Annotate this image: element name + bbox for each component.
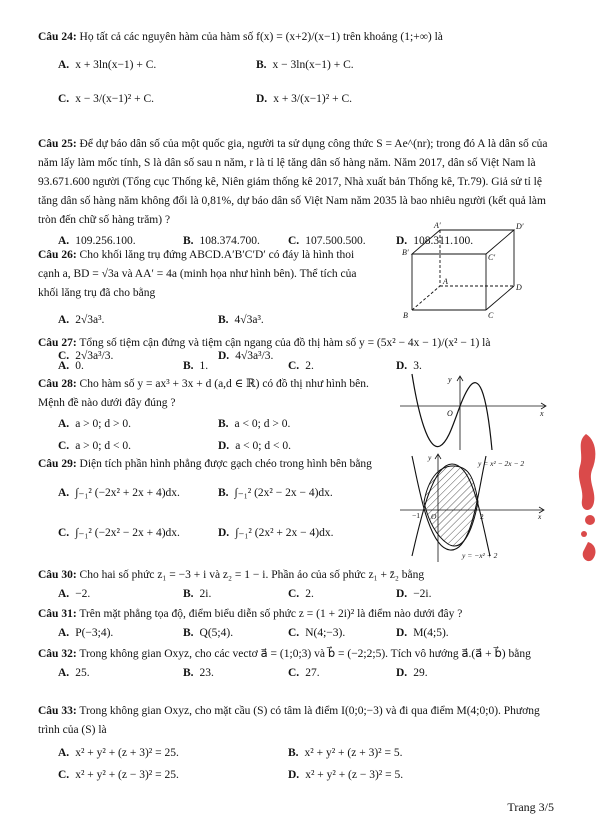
option-c[interactable]: C. 27. [288, 667, 320, 679]
vertex-label: C′ [488, 253, 496, 262]
question-text: Diện tích phần hình phẳng được gạch chéo trong hình bên bằng [79, 458, 372, 470]
question-label: Câu 29: [38, 458, 77, 470]
curve-label: y = x² − 2x − 2 [478, 459, 525, 468]
option-b[interactable]: B. a < 0; d > 0. [218, 418, 291, 430]
option-a[interactable]: A. a > 0; d > 0. [58, 418, 131, 430]
option-d[interactable]: D. ∫₋₁² (2x² + 2x − 4)dx. [218, 527, 334, 539]
option-a[interactable]: A. x + 3ln(x−1) + C. [58, 59, 157, 71]
tick-label: −1 [412, 511, 420, 520]
axis-label-y: y [428, 453, 432, 462]
options-row [38, 524, 378, 546]
question-label: Câu 25: [38, 138, 77, 150]
axis-label-x: x [540, 409, 544, 418]
option-c[interactable]: C. x − 3/(x−1)² + C. [58, 93, 154, 105]
vertex-label: D′ [516, 222, 524, 231]
option-b[interactable]: B. x² + y² + (z + 3)² = 5. [288, 747, 403, 759]
area-figure [398, 452, 548, 564]
option-c[interactable]: C. x² + y² + (z − 3)² = 25. [58, 769, 179, 781]
origin-label: O [431, 512, 437, 521]
curve-label: y = −x² + 2 [462, 551, 498, 560]
options-row [38, 56, 558, 78]
option-d[interactable]: D. 29. [396, 667, 428, 679]
question-32 [38, 645, 558, 686]
option-a[interactable]: A. 0. [58, 360, 84, 372]
option-a[interactable]: A. P(−3;4). [58, 627, 114, 639]
option-b[interactable]: B. 108.374.700. [183, 235, 260, 247]
question-29 [38, 455, 378, 546]
option-b[interactable]: B. x − 3ln(x−1) + C. [256, 59, 354, 71]
option-d[interactable]: D. a < 0; d < 0. [218, 440, 291, 452]
question-label: Câu 31: [38, 608, 77, 620]
options-row [38, 766, 558, 788]
option-c[interactable]: C. a > 0; d < 0. [58, 440, 131, 452]
vertex-label: A′ [434, 222, 441, 230]
vertex-label: B [403, 311, 408, 320]
question-text: Họ tất cả các nguyên hàm của hàm số f(x) = (x+2)/(x−1) trên khoảng (1;+∞) là [79, 31, 443, 43]
option-d[interactable]: D. x² + y² + (z − 3)² = 5. [288, 769, 404, 781]
question-24 [38, 28, 558, 112]
options-row [38, 585, 558, 607]
options-row [38, 744, 558, 766]
option-d[interactable]: D. M(4;5). [396, 627, 449, 639]
question-text: Cho khối lăng trụ đứng ABCD.A′B′C′D′ có đáy là hình thoi cạnh a, BD = √3a và AA′ = 4a (minh họa như hình bên). Thể tích của khối lăng trụ đã cho bằng [38, 249, 357, 299]
question-text: Trên mặt phẳng tọa độ, điểm biểu diễn số phức z = (1 + 2i)² là điểm nào dưới đây ? [79, 608, 463, 620]
option-c[interactable]: C. 107.500.500. [288, 235, 366, 247]
axis-label-y: y [448, 375, 452, 384]
vertex-label: C [488, 311, 494, 320]
option-a[interactable]: A. 109.256.100. [58, 235, 136, 247]
question-text: Tổng số tiệm cận đứng và tiệm cận ngang của đồ thị hàm số y = (5x² − 4x − 1)/(x² − 1) là [79, 337, 491, 349]
option-b[interactable]: B. 4√3a³. [218, 314, 264, 326]
option-c[interactable]: C. 2. [288, 588, 314, 600]
vertex-label: A [443, 277, 448, 286]
question-30 [38, 566, 558, 607]
options-row [38, 664, 558, 686]
question-text: Cho hai số phức z₁ = −3 + i và z₂ = 1 − i. Phần ảo của số phức z₁ + z̄₂ bằng [79, 569, 425, 581]
options-row [38, 415, 378, 437]
options-row [38, 311, 378, 333]
question-label: Câu 27: [38, 337, 77, 349]
option-a[interactable]: A. 2√3a³. [58, 314, 105, 326]
question-text: Trong không gian Oxyz, cho các vectơ a⃗ = (1;0;3) và b⃗ = (−2;2;5). Tích vô hướng a⃗.(a⃗ + b⃗) bằng [79, 648, 531, 660]
question-label: Câu 24: [38, 31, 77, 43]
option-c[interactable]: C. 2. [288, 360, 314, 372]
question-28 [38, 375, 378, 459]
option-b[interactable]: B. ∫₋₁² (2x² − 2x − 4)dx. [218, 487, 333, 499]
question-label: Câu 28: [38, 378, 77, 390]
question-label: Câu 30: [38, 569, 77, 581]
tick-label: 2 [480, 512, 484, 521]
stamp-mark [566, 430, 600, 570]
option-d[interactable]: D. 108.311.100. [396, 235, 474, 247]
option-b[interactable]: B. 23. [183, 667, 214, 679]
question-label: Câu 26: [38, 249, 77, 261]
option-d[interactable]: D. −2i. [396, 588, 432, 600]
question-label: Câu 33: [38, 705, 77, 717]
options-row [38, 90, 558, 112]
option-d[interactable]: D. 3. [396, 360, 422, 372]
option-d[interactable]: D. x + 3/(x−1)² + C. [256, 93, 352, 105]
axis-label-x: x [538, 512, 542, 521]
option-b[interactable]: B. Q(5;4). [183, 627, 234, 639]
vertex-label: B′ [402, 248, 409, 257]
option-a[interactable]: A. x² + y² + (z + 3)² = 25. [58, 747, 179, 759]
question-33 [38, 702, 558, 788]
option-a[interactable]: A. 25. [58, 667, 90, 679]
question-label: Câu 32: [38, 648, 77, 660]
question-31 [38, 605, 558, 646]
page-number: Trang 3/5 [507, 800, 554, 814]
origin-label: O [447, 409, 453, 418]
option-d[interactable]: D. 4√3a³/3. [218, 350, 274, 362]
option-a[interactable]: A. ∫₋₁² (−2x² + 2x + 4)dx. [58, 487, 180, 499]
prism-figure [398, 222, 538, 320]
question-text: Để dự báo dân số của một quốc gia, người ta sử dụng công thức S = Ae^(nr); trong đó A là dân số của năm lấy làm mốc tính, S là dân số sau n năm, r là tỉ lệ tăng dân số hàng năm. Năm 2017, dân số Việt Nam là 93.671.600 người (Tổng cục Thống kê, Niên giám thống kê 2017, Nhà xuất bản Thống kê, Tr.79). Giả sử tỉ lệ tăng dân số hàng năm không đổi là 0,81%, dự báo dân số Việt Nam năm 2035 là bao nhiêu người (kết quả làm tròn đến chữ số hàng trăm) ? [38, 138, 548, 226]
options-row [38, 624, 558, 646]
options-row [38, 484, 378, 506]
option-b[interactable]: B. 1. [183, 360, 209, 372]
option-b[interactable]: B. 2i. [183, 588, 212, 600]
cubic-graph-figure [400, 372, 550, 452]
vertex-label: D [516, 283, 522, 292]
question-text: Cho hàm số y = ax³ + 3x + d (a,d ∈ ℝ) có đồ thị như hình bên. Mệnh đề nào dưới đây đúng ? [38, 378, 369, 409]
option-c[interactable]: C. ∫₋₁² (−2x² − 2x + 4)dx. [58, 527, 180, 539]
option-c[interactable]: C. N(4;−3). [288, 627, 346, 639]
option-c[interactable]: C. 2√3a³/3. [58, 350, 114, 362]
question-text: Trong không gian Oxyz, cho mặt cầu (S) có tâm là điểm I(0;0;−3) và đi qua điểm M(4;0;0). Phương trình của (S) là [38, 705, 540, 736]
option-a[interactable]: A. −2. [58, 588, 91, 600]
